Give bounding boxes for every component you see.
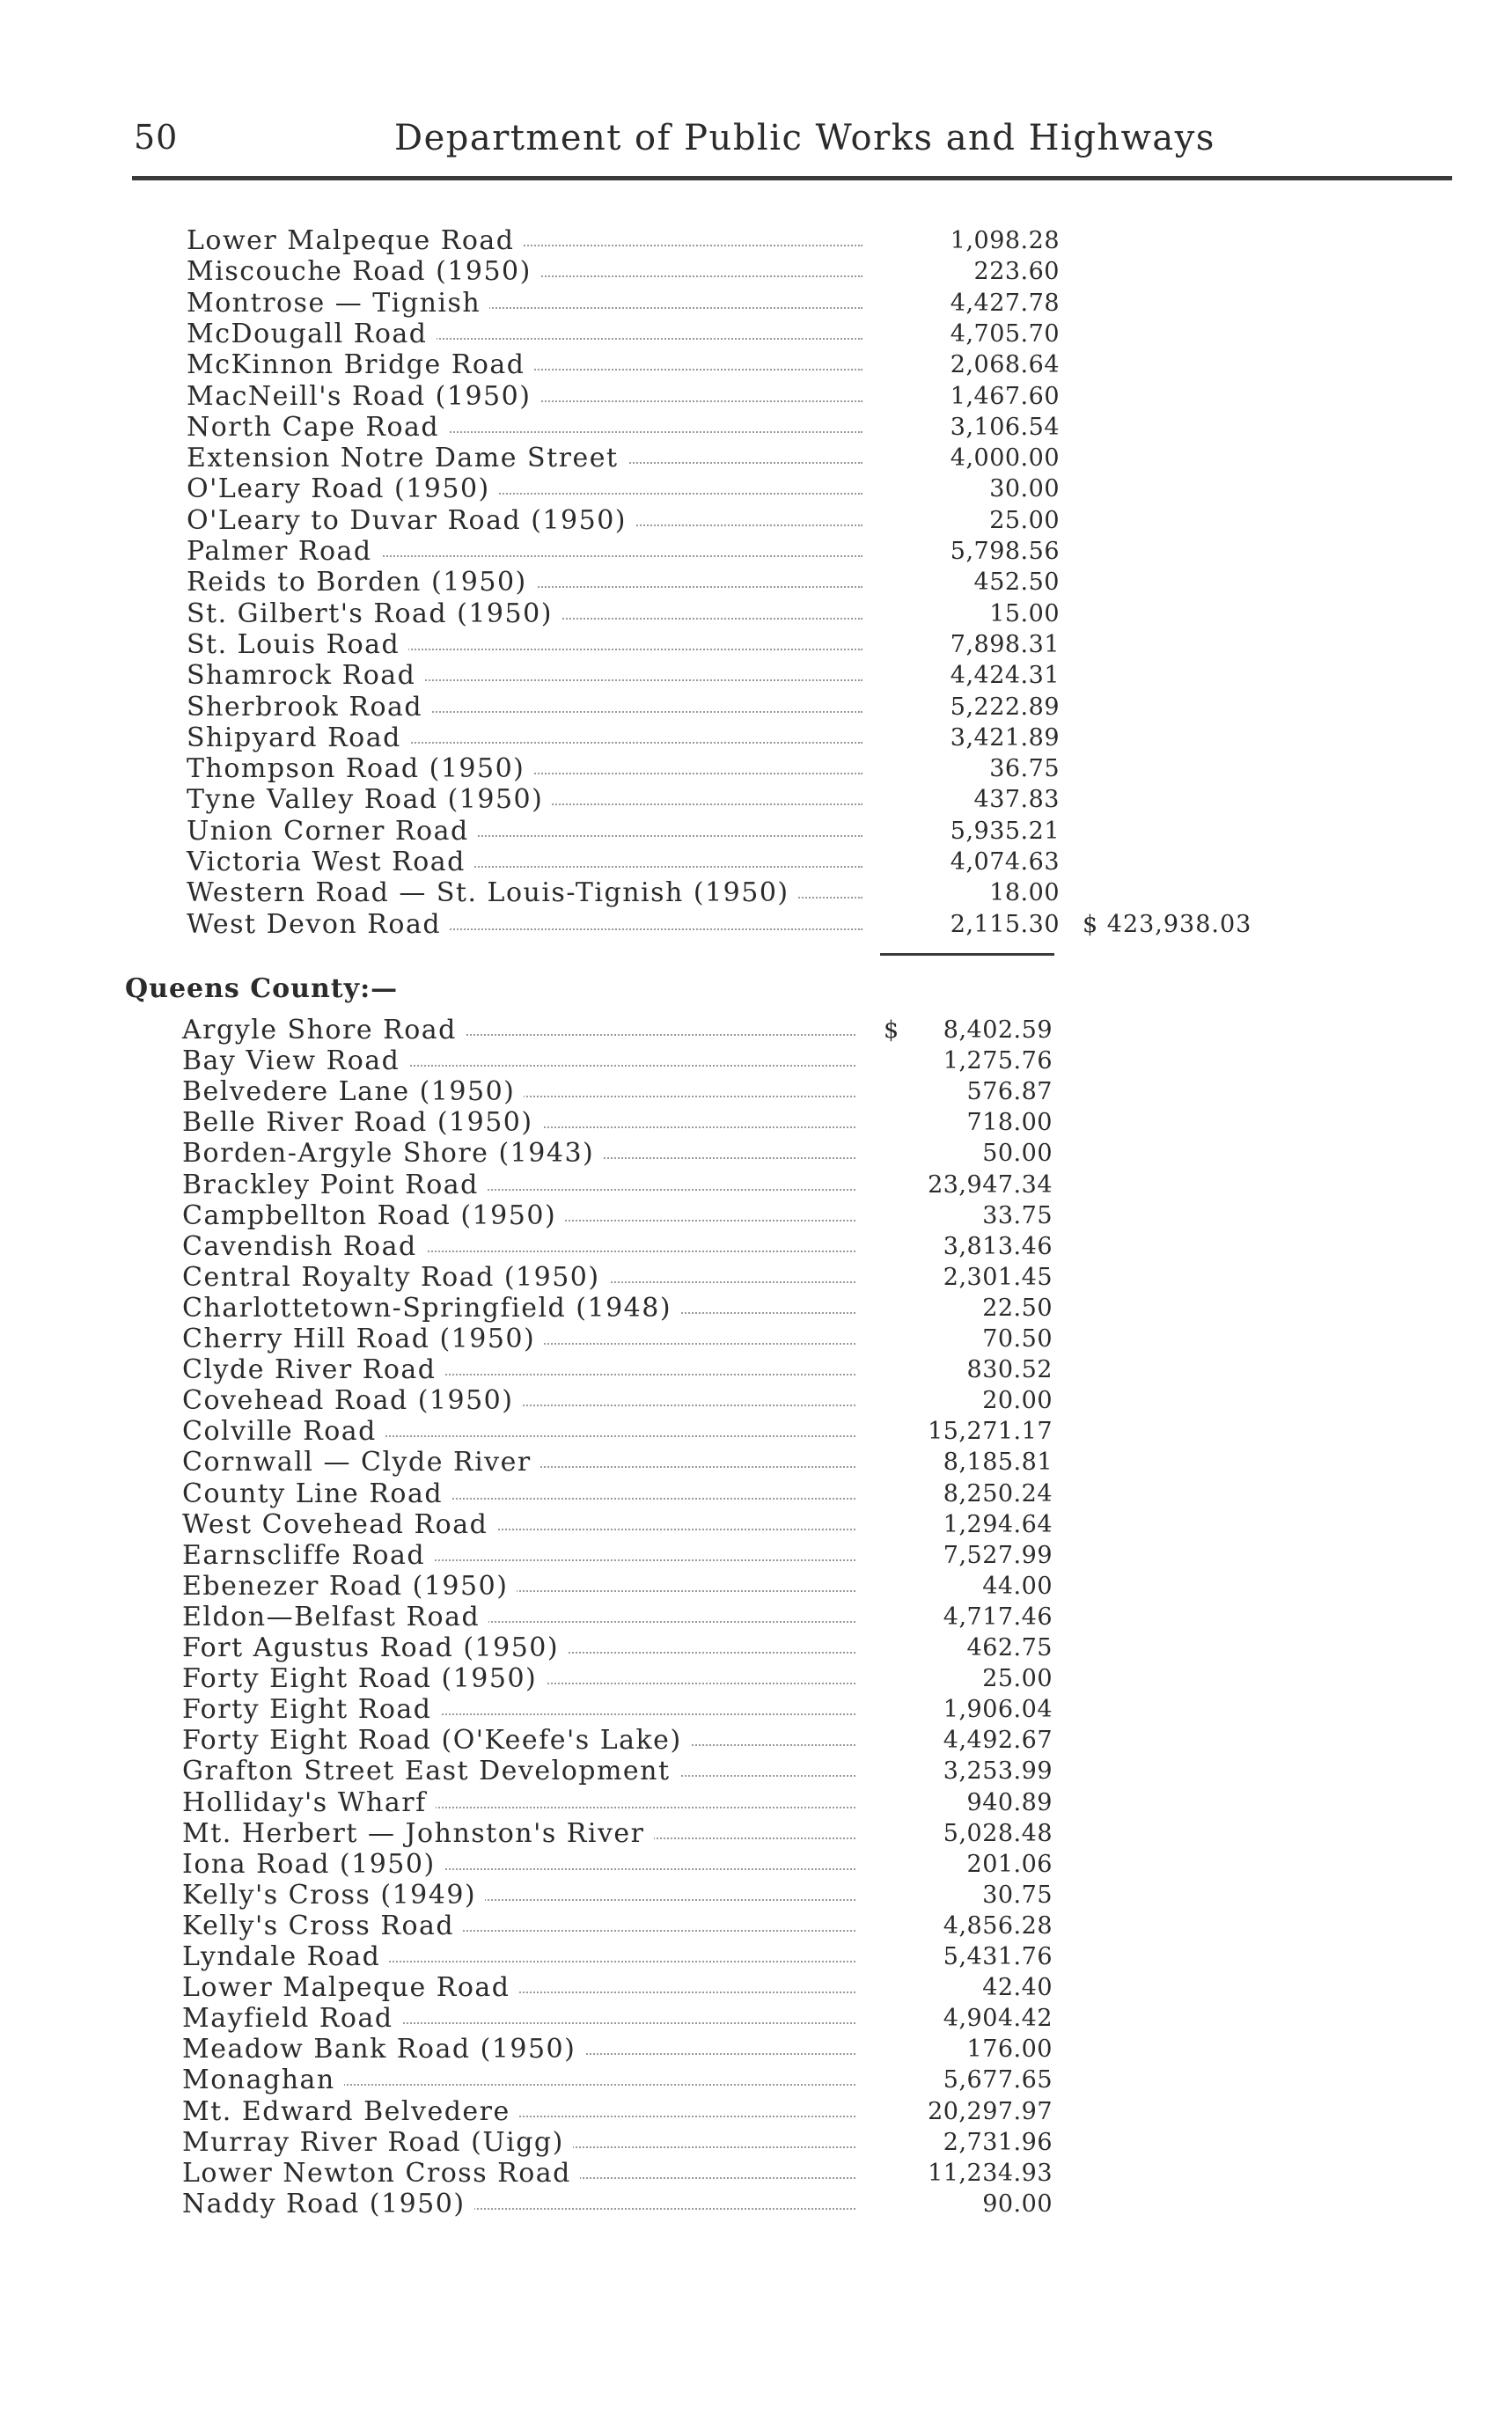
road-name: County Line Road xyxy=(182,1478,451,1509)
expenditure-amount: 5,935.21 xyxy=(950,817,1060,845)
expenditure-row xyxy=(182,1385,1053,1417)
road-name: Naddy Road (1950) xyxy=(182,2189,474,2219)
road-name: Holliday's Wharf xyxy=(182,1787,436,1818)
expenditure-amount: 11,234.93 xyxy=(928,2159,1053,2187)
road-name: Eldon—Belfast Road xyxy=(182,1602,488,1632)
road-name: Covehead Road (1950) xyxy=(182,1385,522,1416)
road-name: Extension Notre Dame Street xyxy=(187,443,628,473)
expenditure-amount: 201.06 xyxy=(966,1850,1053,1878)
expenditure-amount: 44.00 xyxy=(982,1572,1053,1600)
expenditure-row xyxy=(187,753,1060,785)
road-name: Meadow Bank Road (1950) xyxy=(182,2034,584,2065)
road-name: Campbellton Road (1950) xyxy=(182,1200,565,1231)
road-name: Forty Eight Road (1950) xyxy=(182,1663,546,1694)
expenditure-amount: 30.75 xyxy=(982,1881,1053,1909)
road-name: Cornwall — Clyde River xyxy=(182,1447,540,1478)
expenditure-amount: 437.83 xyxy=(973,786,1060,814)
road-name: St. Louis Road xyxy=(187,629,408,660)
expenditure-row xyxy=(187,598,1060,629)
road-name: Thompson Road (1950) xyxy=(187,753,533,784)
expenditure-row xyxy=(182,1601,1053,1632)
expenditure-amount: 70.50 xyxy=(982,1325,1053,1353)
road-name: West Covehead Road xyxy=(182,1509,496,1540)
road-name: Western Road — St. Louis-Tignish (1950) xyxy=(187,877,798,908)
expenditure-amount: 3,421.89 xyxy=(950,723,1060,752)
expenditure-amount: 4,856.28 xyxy=(943,1911,1053,1940)
expenditure-amount: 940.89 xyxy=(966,1788,1053,1816)
expenditure-row xyxy=(182,2034,1053,2065)
road-name: Cherry Hill Road (1950) xyxy=(182,1324,544,1354)
expenditure-row xyxy=(187,908,1252,940)
header-rule xyxy=(132,176,1452,180)
road-name: Mt. Edward Belvedere xyxy=(182,2096,519,2127)
expenditure-amount: 8,402.59 xyxy=(943,1016,1053,1044)
expenditure-amount: 4,904.42 xyxy=(943,2005,1053,2033)
expenditure-row xyxy=(187,691,1060,723)
road-name: Montrose — Tignish xyxy=(187,288,489,319)
road-name: McKinnon Bridge Road xyxy=(187,349,534,380)
expenditure-row xyxy=(187,225,1060,256)
road-name: Monaghan xyxy=(182,2065,344,2095)
expenditure-row xyxy=(182,1447,1053,1478)
expenditure-row xyxy=(182,1848,1053,1880)
expenditure-amount: 3,106.54 xyxy=(950,413,1060,441)
expenditure-amount: 2,068.64 xyxy=(950,351,1060,379)
road-name: Kelly's Cross (1949) xyxy=(182,1880,485,1911)
expenditure-row xyxy=(182,1508,1053,1540)
expenditure-amount: 4,074.63 xyxy=(950,848,1060,876)
expenditure-row xyxy=(182,1138,1053,1170)
expenditure-row xyxy=(182,1756,1053,1787)
road-name: Bay View Road xyxy=(182,1045,408,1076)
road-name: Shamrock Road xyxy=(187,660,424,691)
expenditure-row xyxy=(182,1169,1053,1200)
expenditure-row xyxy=(182,1324,1053,1354)
road-name: MacNeill's Road (1950) xyxy=(187,381,539,412)
expenditure-row xyxy=(182,1478,1053,1509)
expenditure-row xyxy=(182,1354,1053,1386)
expenditure-row xyxy=(187,287,1060,319)
road-name: Mayfield Road xyxy=(182,2003,402,2034)
expenditure-row xyxy=(187,722,1060,753)
expenditure-row xyxy=(182,1261,1053,1293)
road-name: Belle River Road (1950) xyxy=(182,1107,542,1138)
expenditure-amount: 223.60 xyxy=(973,258,1060,286)
expenditure-amount: 1,098.28 xyxy=(950,227,1060,254)
expenditure-row xyxy=(187,256,1060,288)
expenditure-amount: 5,798.56 xyxy=(950,538,1060,565)
road-name: Palmer Road xyxy=(187,536,381,567)
expenditure-row xyxy=(182,1663,1053,1695)
expenditure-amount: 576.87 xyxy=(966,1078,1053,1106)
road-name: Forty Eight Road xyxy=(182,1694,440,1725)
road-name: Brackley Point Road xyxy=(182,1170,488,1200)
expenditure-row xyxy=(182,2095,1053,2127)
expenditure-amount: 1,467.60 xyxy=(950,382,1060,410)
road-name: Cavendish Road xyxy=(182,1231,426,1262)
expenditure-amount: 5,677.65 xyxy=(943,2066,1053,2094)
road-name: Miscouche Road (1950) xyxy=(187,256,540,287)
expenditure-amount: 4,427.78 xyxy=(950,289,1060,317)
road-name: Victoria West Road xyxy=(187,847,474,877)
expenditure-row xyxy=(187,349,1060,381)
expenditure-amount: 830.52 xyxy=(966,1356,1053,1384)
expenditure-row xyxy=(182,2126,1053,2158)
road-name: Clyde River Road xyxy=(182,1354,445,1385)
road-name: Colville Road xyxy=(182,1416,385,1447)
expenditure-row xyxy=(187,567,1060,598)
expenditure-row xyxy=(187,628,1060,660)
expenditure-amount: 5,028.48 xyxy=(943,1819,1053,1847)
road-name: Forty Eight Road (O'Keefe's Lake) xyxy=(182,1725,691,1756)
expenditure-amount: 30.00 xyxy=(989,475,1060,503)
expenditure-amount: 23,947.34 xyxy=(928,1170,1053,1199)
queens-county-heading: Queens County:— xyxy=(125,973,399,1004)
road-name: North Cape Road xyxy=(187,412,448,443)
road-name: O'Leary to Duvar Road (1950) xyxy=(187,505,635,536)
road-name: Iona Road (1950) xyxy=(182,1849,444,1880)
expenditure-amount: 20.00 xyxy=(982,1387,1053,1415)
expenditure-row xyxy=(187,847,1060,877)
road-name: St. Gilbert's Road (1950) xyxy=(187,598,561,629)
expenditure-row xyxy=(182,1694,1053,1726)
expenditure-row xyxy=(182,1199,1053,1231)
expenditure-amount: 25.00 xyxy=(989,506,1060,534)
expenditure-amount: 462.75 xyxy=(966,1634,1053,1661)
expenditure-amount: 4,717.46 xyxy=(943,1603,1053,1631)
expenditure-amount: 33.75 xyxy=(982,1201,1053,1229)
expenditure-row xyxy=(182,1230,1053,1262)
expenditure-amount: 90.00 xyxy=(982,2190,1053,2218)
expenditure-amount: 8,250.24 xyxy=(943,1479,1053,1507)
dollar-sign: $ xyxy=(884,1016,900,1044)
road-name: Lower Malpeque Road xyxy=(182,1972,519,2003)
expenditure-row xyxy=(187,784,1060,816)
expenditure-row xyxy=(187,411,1060,443)
expenditure-amount: 5,222.89 xyxy=(950,693,1060,721)
page-number: 50 xyxy=(134,118,179,157)
road-name: Kelly's Cross Road xyxy=(182,1911,463,1941)
expenditure-amount: 4,492.67 xyxy=(943,1727,1053,1755)
expenditure-amount: 3,813.46 xyxy=(943,1232,1053,1260)
road-name: West Devon Road xyxy=(187,909,450,940)
expenditure-amount: 3,253.99 xyxy=(943,1757,1053,1786)
expenditure-amount: 50.00 xyxy=(982,1140,1053,1168)
road-name: O'Leary Road (1950) xyxy=(187,473,499,504)
expenditure-row xyxy=(182,1972,1053,2004)
expenditure-amount: 15.00 xyxy=(989,599,1060,627)
expenditure-amount: 7,527.99 xyxy=(943,1541,1053,1569)
expenditure-amount: 2,301.45 xyxy=(943,1263,1053,1291)
road-name: Tyne Valley Road (1950) xyxy=(187,784,552,815)
page-title: Department of Public Works and Highways xyxy=(394,118,1215,158)
expenditure-amount: 4,000.00 xyxy=(950,444,1060,473)
expenditure-row xyxy=(187,473,1060,505)
expenditure-amount: 18.00 xyxy=(989,879,1060,907)
expenditure-row xyxy=(182,1725,1053,1757)
expenditure-amount: 1,275.76 xyxy=(943,1047,1053,1075)
expenditure-row xyxy=(187,815,1060,847)
road-name: Ebenezer Road (1950) xyxy=(182,1571,517,1602)
expenditure-amount: 718.00 xyxy=(966,1109,1053,1137)
expenditure-amount: 7,898.31 xyxy=(950,630,1060,658)
expenditure-row xyxy=(182,2065,1053,2096)
expenditure-row xyxy=(182,1292,1053,1324)
expenditure-row xyxy=(182,1817,1053,1849)
expenditure-row xyxy=(187,380,1060,412)
expenditure-row xyxy=(182,1910,1053,1941)
expenditure-amount: 20,297.97 xyxy=(928,2097,1053,2125)
county-total: $ 423,938.03 xyxy=(1083,910,1252,938)
expenditure-row xyxy=(182,1879,1053,1911)
expenditure-row xyxy=(187,504,1060,536)
expenditure-row xyxy=(182,1015,1053,1045)
expenditure-amount: 2,115.30 xyxy=(950,910,1060,938)
expenditure-row xyxy=(182,2188,1053,2219)
expenditure-row xyxy=(182,1570,1053,1602)
expenditure-amount: 4,705.70 xyxy=(950,319,1060,348)
expenditure-row xyxy=(182,1045,1053,1077)
road-name: Lower Malpeque Road xyxy=(187,225,524,256)
expenditure-amount: 8,185.81 xyxy=(943,1449,1053,1477)
road-name: Murray River Road (Uigg) xyxy=(182,2127,573,2158)
expenditure-row xyxy=(187,660,1060,692)
expenditure-amount: 42.40 xyxy=(982,1974,1053,2002)
road-name: Union Corner Road xyxy=(187,816,478,847)
expenditure-row xyxy=(182,1632,1053,1663)
expenditure-amount: 1,906.04 xyxy=(943,1696,1053,1724)
expenditure-row xyxy=(182,1107,1053,1139)
road-name: Grafton Street East Development xyxy=(182,1756,679,1786)
expenditure-row xyxy=(187,443,1060,474)
expenditure-amount: 15,271.17 xyxy=(928,1418,1053,1446)
expenditure-row xyxy=(182,1539,1053,1571)
road-name: Shipyard Road xyxy=(187,723,410,753)
road-name: McDougall Road xyxy=(187,319,437,349)
expenditure-row xyxy=(182,2003,1053,2035)
expenditure-row xyxy=(182,1786,1053,1818)
road-name: Argyle Shore Road xyxy=(182,1015,466,1045)
expenditure-row xyxy=(182,2157,1053,2189)
road-name: Central Royalty Road (1950) xyxy=(182,1262,609,1293)
expenditure-amount: 5,431.76 xyxy=(943,1943,1053,1970)
road-name: Lyndale Road xyxy=(182,1941,389,1972)
road-name: Mt. Herbert — Johnston's River xyxy=(182,1818,654,1849)
expenditure-row xyxy=(182,1416,1053,1448)
page-header xyxy=(134,118,1454,171)
road-name: Belvedere Lane (1950) xyxy=(182,1076,524,1107)
road-name: Charlottetown-Springfield (1948) xyxy=(182,1293,680,1324)
road-name: Earnscliffe Road xyxy=(182,1540,434,1571)
road-name: Reids to Borden (1950) xyxy=(187,567,536,598)
expenditure-amount: 25.00 xyxy=(982,1665,1053,1693)
expenditure-amount: 4,424.31 xyxy=(950,662,1060,690)
expenditure-row xyxy=(182,1941,1053,1972)
expenditure-row xyxy=(187,318,1060,349)
expenditure-amount: 452.50 xyxy=(973,568,1060,597)
expenditure-amount: 36.75 xyxy=(989,755,1060,783)
expenditure-amount: 1,294.64 xyxy=(943,1510,1053,1538)
expenditure-row xyxy=(182,1076,1053,1108)
subtotal-rule xyxy=(880,953,1054,956)
road-name: Fort Agustus Road (1950) xyxy=(182,1632,568,1663)
expenditure-row xyxy=(187,877,1060,909)
expenditure-amount: 22.50 xyxy=(982,1294,1053,1322)
road-name: Borden-Argyle Shore (1943) xyxy=(182,1138,603,1169)
road-name: Sherbrook Road xyxy=(187,692,431,723)
road-name: Lower Newton Cross Road xyxy=(182,2158,580,2189)
expenditure-amount: 2,731.96 xyxy=(943,2128,1053,2156)
expenditure-row xyxy=(187,536,1060,567)
expenditure-amount: 176.00 xyxy=(966,2036,1053,2064)
